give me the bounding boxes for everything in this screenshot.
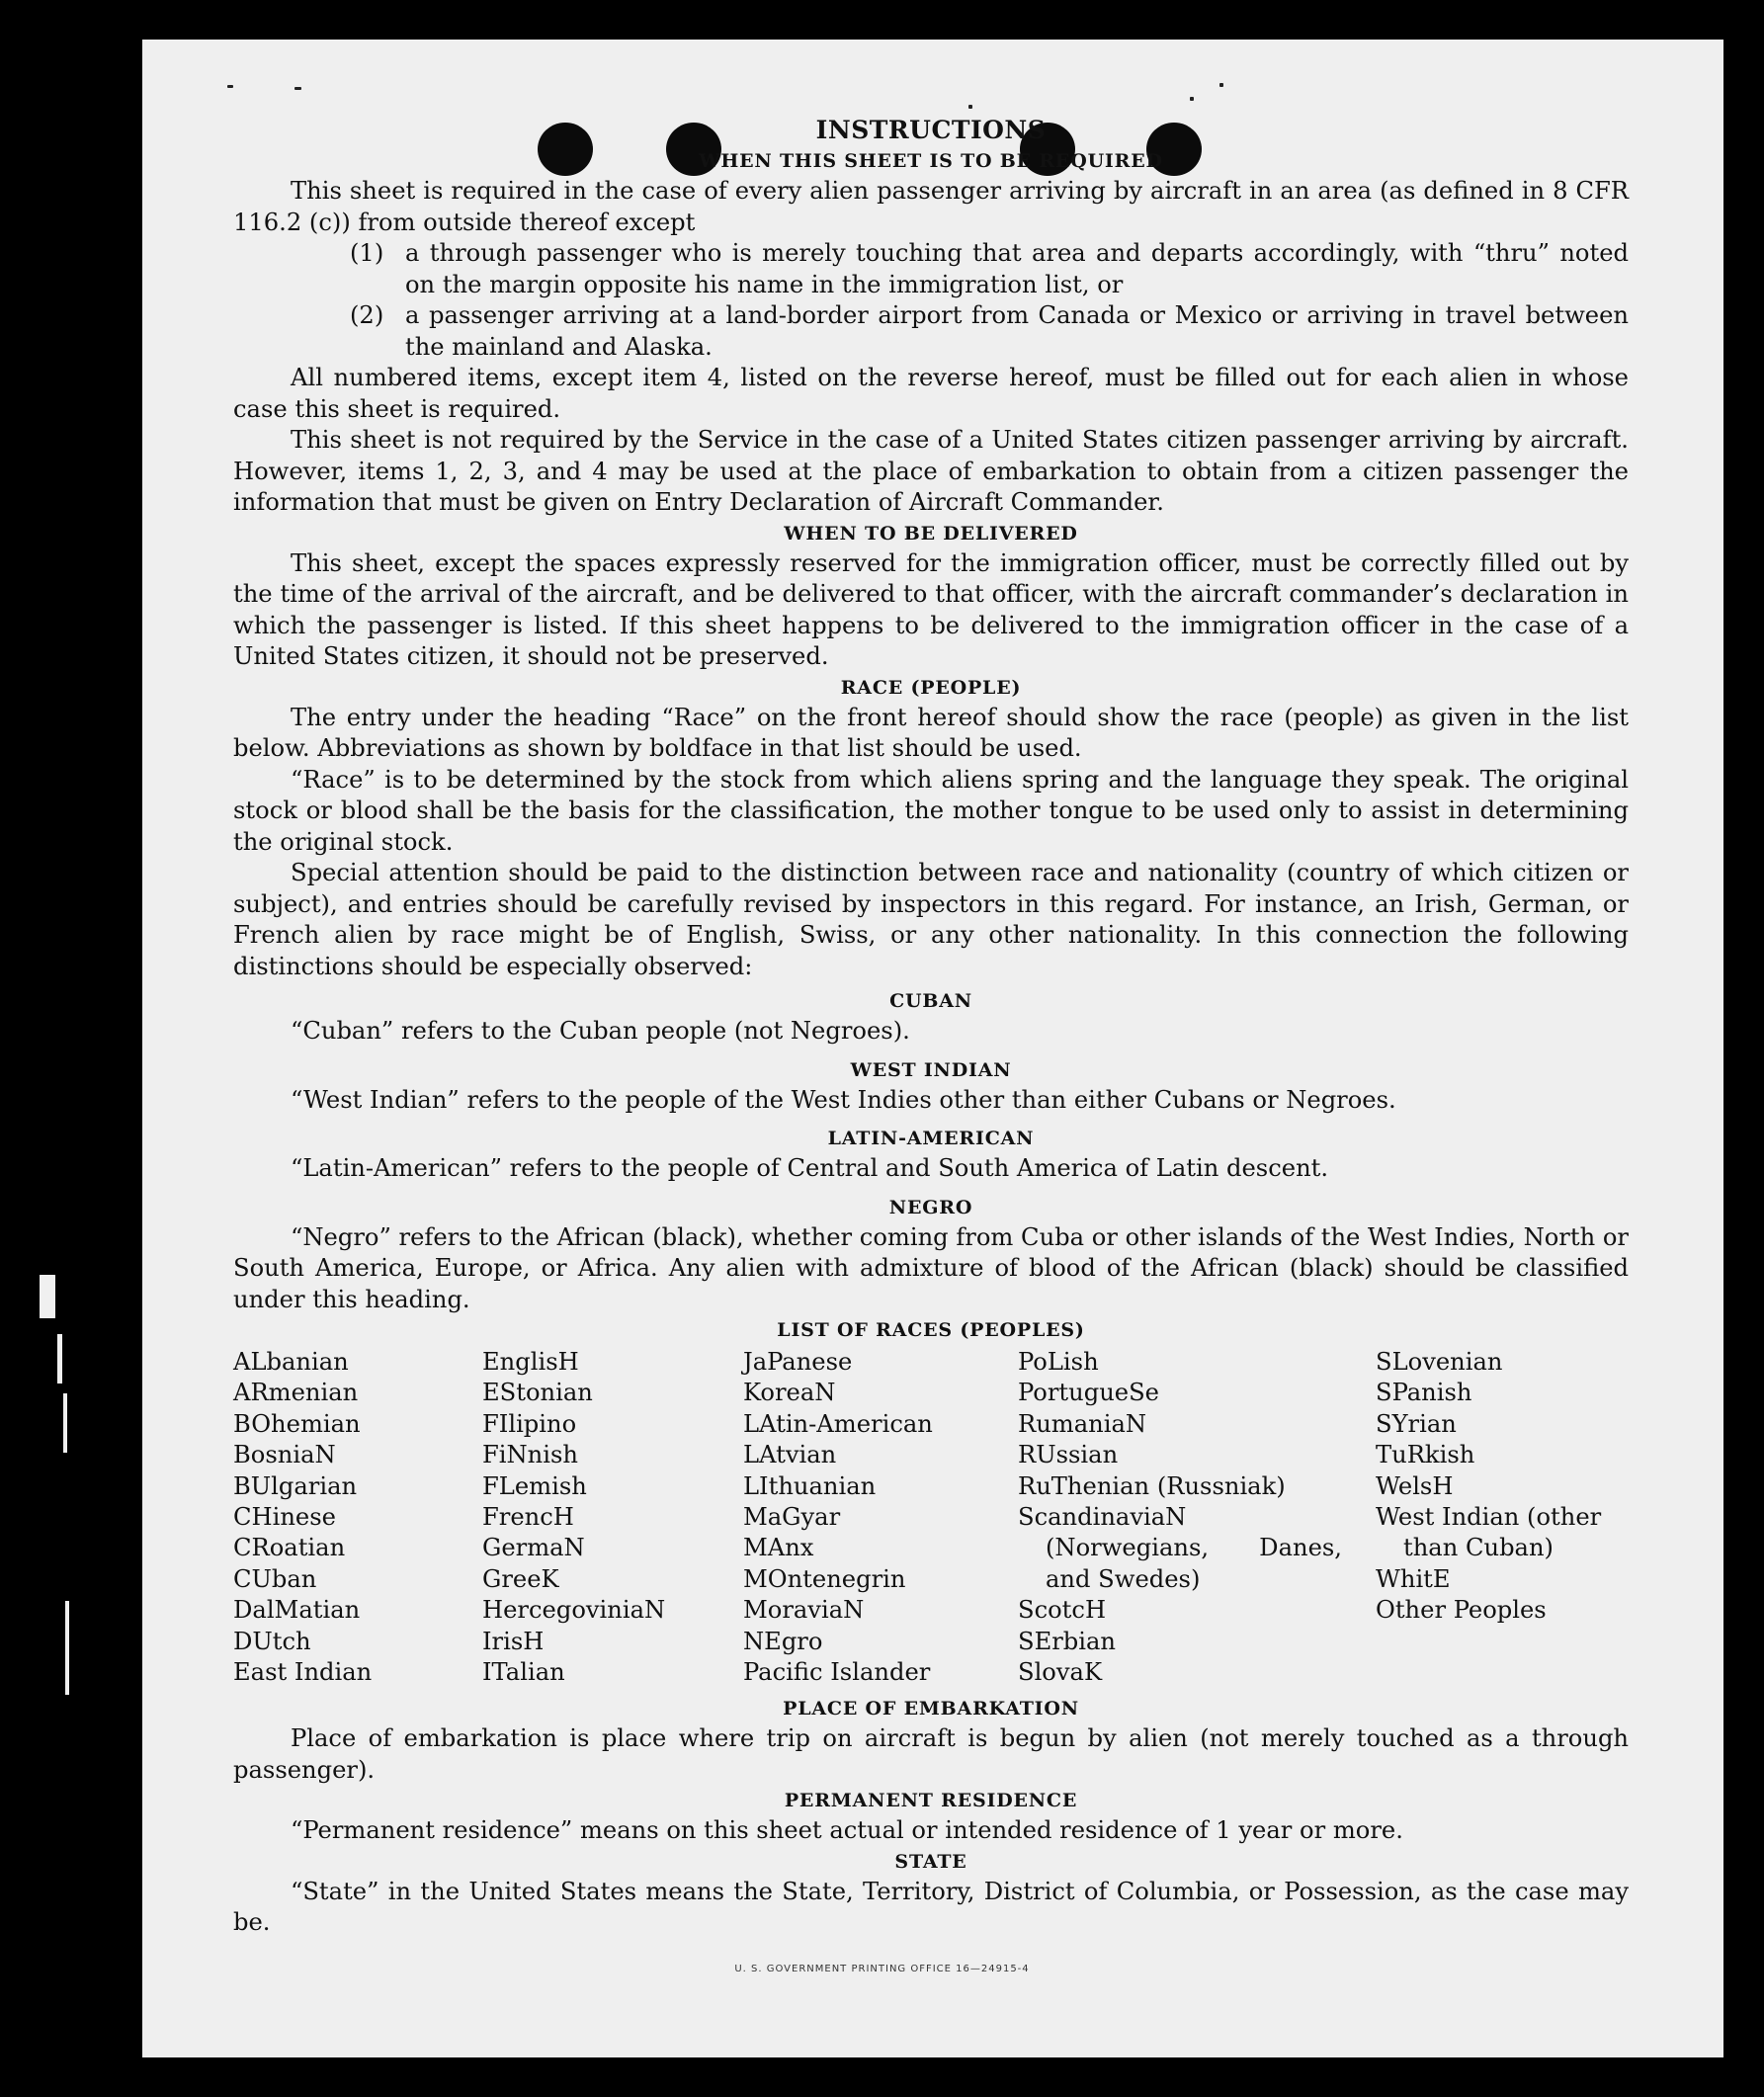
race-column [743, 1347, 1018, 1688]
speck [1190, 97, 1194, 101]
race-item: ScandinaviaN (Norwegians, Danes, and Swedes) [1018, 1503, 1342, 1593]
paragraph: “Cuban” refers to the Cuban people (not Negroes). [291, 1017, 910, 1045]
race-item: ScotcH [1018, 1596, 1107, 1625]
section-heading: RACE (PEOPLE) [840, 676, 1022, 699]
race-item: West Indian (other than Cuban) [1376, 1503, 1602, 1562]
race-item: FrencH [482, 1503, 574, 1532]
race-item: Pacific Islander [743, 1658, 931, 1687]
race-item: LIthuanian [743, 1471, 877, 1500]
race-item: DUtch [233, 1627, 311, 1655]
paragraph: Place of embarkation is place where trip on aircraft is begun by alien (not merely touched as a through passenger). [233, 1724, 1629, 1784]
paragraph: “State” in the United States means the State, Territory, District of Columbia, or Possession, as the case may be. [233, 1877, 1629, 1937]
race-item: CRoatian [233, 1534, 346, 1562]
section-heading: CUBAN [889, 990, 972, 1012]
item-number: (1) [350, 239, 384, 267]
race-item: BosniaN [233, 1441, 336, 1469]
paragraph: This sheet is not required by the Service in the case of a United States citizen passenger arriving by aircraft. However, items 1, 2, 3, and 4 may be used at the place of embarkation to obtain from a citizen passenger the information that must be given on Entry Declaration of Aircraft Commander. [233, 426, 1629, 516]
race-item: MoraviaN [743, 1596, 865, 1625]
race-item: WhitE [1376, 1564, 1451, 1593]
speck [227, 85, 233, 88]
printer-imprint: U. S. GOVERNMENT PRINTING OFFICE 16—24915-4 [734, 1964, 1030, 1974]
race-item: GermaN [482, 1534, 585, 1562]
race-item: KoreaN [743, 1379, 836, 1407]
race-item: EnglisH [482, 1348, 579, 1376]
race-item: MOntenegrin [743, 1564, 906, 1593]
page-title: INSTRUCTIONS [815, 116, 1047, 144]
race-item: PortugueSe [1018, 1379, 1159, 1407]
race-item: WelsH [1376, 1471, 1454, 1500]
instructions-content [233, 115, 1629, 1939]
race-item: RUssian [1018, 1441, 1119, 1469]
race-item: ITalian [482, 1658, 565, 1687]
paragraph: Special attention should be paid to the distinction between race and nationality (country of which citizen or subject), and entries should be carefully revised by inspectors in this regard. For instance, an Irish, German, or French alien by race might be of English, Swiss, or any other nationality. In this connection the following distinctions should be especially observed: [233, 859, 1629, 980]
scan-artifact [65, 1601, 69, 1695]
race-item: PoLish [1018, 1348, 1099, 1376]
race-item: IrisH [482, 1627, 545, 1655]
speck [968, 105, 972, 109]
paragraph: “Negro” refers to the African (black), whether coming from Cuba or other islands of the West Indies, North or South America, Europe, or Africa. Any alien with admixture of blood of the African (black) should be classified under this heading. [233, 1222, 1629, 1313]
race-item: RuThenian (Russniak) [1018, 1471, 1286, 1500]
race-item: SErbian [1018, 1627, 1117, 1655]
section-heading: NEGRO [888, 1196, 973, 1218]
race-item: SlovaK [1018, 1658, 1103, 1687]
race-item: NEgro [743, 1627, 823, 1655]
race-item: FIlipino [482, 1409, 577, 1438]
paragraph: “Race” is to be determined by the stock from which aliens spring and the language they speak. The original stock or blood shall be the basis for the classification, the mother tongue to be used only to assist in determining the original stock. [233, 765, 1629, 856]
paragraph: “Permanent residence” means on this sheet actual or intended residence of 1 year or more. [291, 1816, 1403, 1845]
section-heading: PLACE OF EMBARKATION [783, 1698, 1079, 1720]
race-item: RumaniaN [1018, 1409, 1147, 1438]
race-item: FLemish [482, 1471, 587, 1500]
section-heading: LATIN-AMERICAN [827, 1128, 1035, 1149]
scan-artifact [40, 1275, 55, 1318]
race-column [1376, 1347, 1629, 1688]
list-item [233, 238, 1629, 300]
race-item: MaGyar [743, 1503, 841, 1532]
race-item: JaPanese [743, 1348, 853, 1376]
scan-artifact [63, 1393, 67, 1453]
speck [1219, 83, 1223, 87]
paragraph: All numbered items, except item 4, listed on the reverse hereof, must be filled out for each alien in whose case this sheet is required. [233, 364, 1629, 423]
section-heading: STATE [894, 1850, 967, 1873]
race-column [233, 1347, 482, 1688]
race-item: DalMatian [233, 1596, 361, 1625]
race-item: Other Peoples [1376, 1596, 1547, 1625]
race-item: MAnx [743, 1534, 814, 1562]
paragraph: This sheet is required in the case of every alien passenger arriving by aircraft in an area (as defined in 8 CFR 116.2 (c)) from outside thereof except [233, 177, 1629, 236]
section-heading: WHEN THIS SHEET IS TO BE REQUIRED [699, 150, 1163, 172]
race-item: SYrian [1376, 1409, 1457, 1438]
section-heading: WHEN TO BE DELIVERED [784, 522, 1078, 545]
item-text: a through passenger who is merely touching that area and departs accordingly, with “thru” noted on the margin opposite his name in the immigration list, or [405, 239, 1629, 298]
race-item: ALbanian [233, 1348, 349, 1376]
race-item: TuRkish [1376, 1441, 1475, 1469]
paragraph: “West Indian” refers to the people of the West Indies other than either Cubans or Negroes. [291, 1085, 1396, 1114]
race-item: CUban [233, 1564, 317, 1593]
race-item: BUlgarian [233, 1471, 358, 1500]
paragraph: The entry under the heading “Race” on the front hereof should show the race (people) as given in the list below. Abbreviations as shown by boldface in that list should be used. [233, 703, 1629, 762]
race-item: LAtvian [743, 1441, 837, 1469]
race-item: BOhemian [233, 1409, 361, 1438]
race-item: LAtin-American [743, 1409, 933, 1438]
list-item [233, 300, 1629, 363]
race-item: East Indian [233, 1658, 373, 1687]
race-item: EStonian [482, 1379, 593, 1407]
paragraph: “Latin-American” refers to the people of Central and South America of Latin descent. [291, 1154, 1329, 1182]
race-column [482, 1347, 743, 1688]
section-heading: WEST INDIAN [850, 1058, 1012, 1081]
race-item: HercegoviniaN [482, 1596, 666, 1625]
race-item: SLovenian [1376, 1348, 1503, 1376]
item-text: a passenger arriving at a land-border airport from Canada or Mexico or arriving in travel between the mainland and Alaska. [405, 301, 1629, 361]
race-item: ARmenian [233, 1379, 359, 1407]
paragraph: This sheet, except the spaces expressly reserved for the immigration officer, must be correctly filled out by the time of the arrival of the aircraft, and be delivered to that officer, with the aircraft commander’s declaration in which the passenger is listed. If this sheet happens to be delivered to the immigration officer in the case of a United States citizen, it should not be preserved. [233, 548, 1629, 670]
race-item: GreeK [482, 1564, 559, 1593]
section-heading: LIST OF RACES (PEOPLES) [777, 1319, 1085, 1341]
scan-artifact [57, 1334, 62, 1384]
speck [294, 87, 301, 90]
section-heading: PERMANENT RESIDENCE [784, 1790, 1078, 1812]
race-list [233, 1347, 1629, 1688]
race-column [1018, 1347, 1376, 1688]
race-item: FiNnish [482, 1441, 578, 1469]
item-number: (2) [350, 301, 384, 329]
race-item: SPanish [1376, 1379, 1472, 1407]
race-item: CHinese [233, 1503, 336, 1532]
